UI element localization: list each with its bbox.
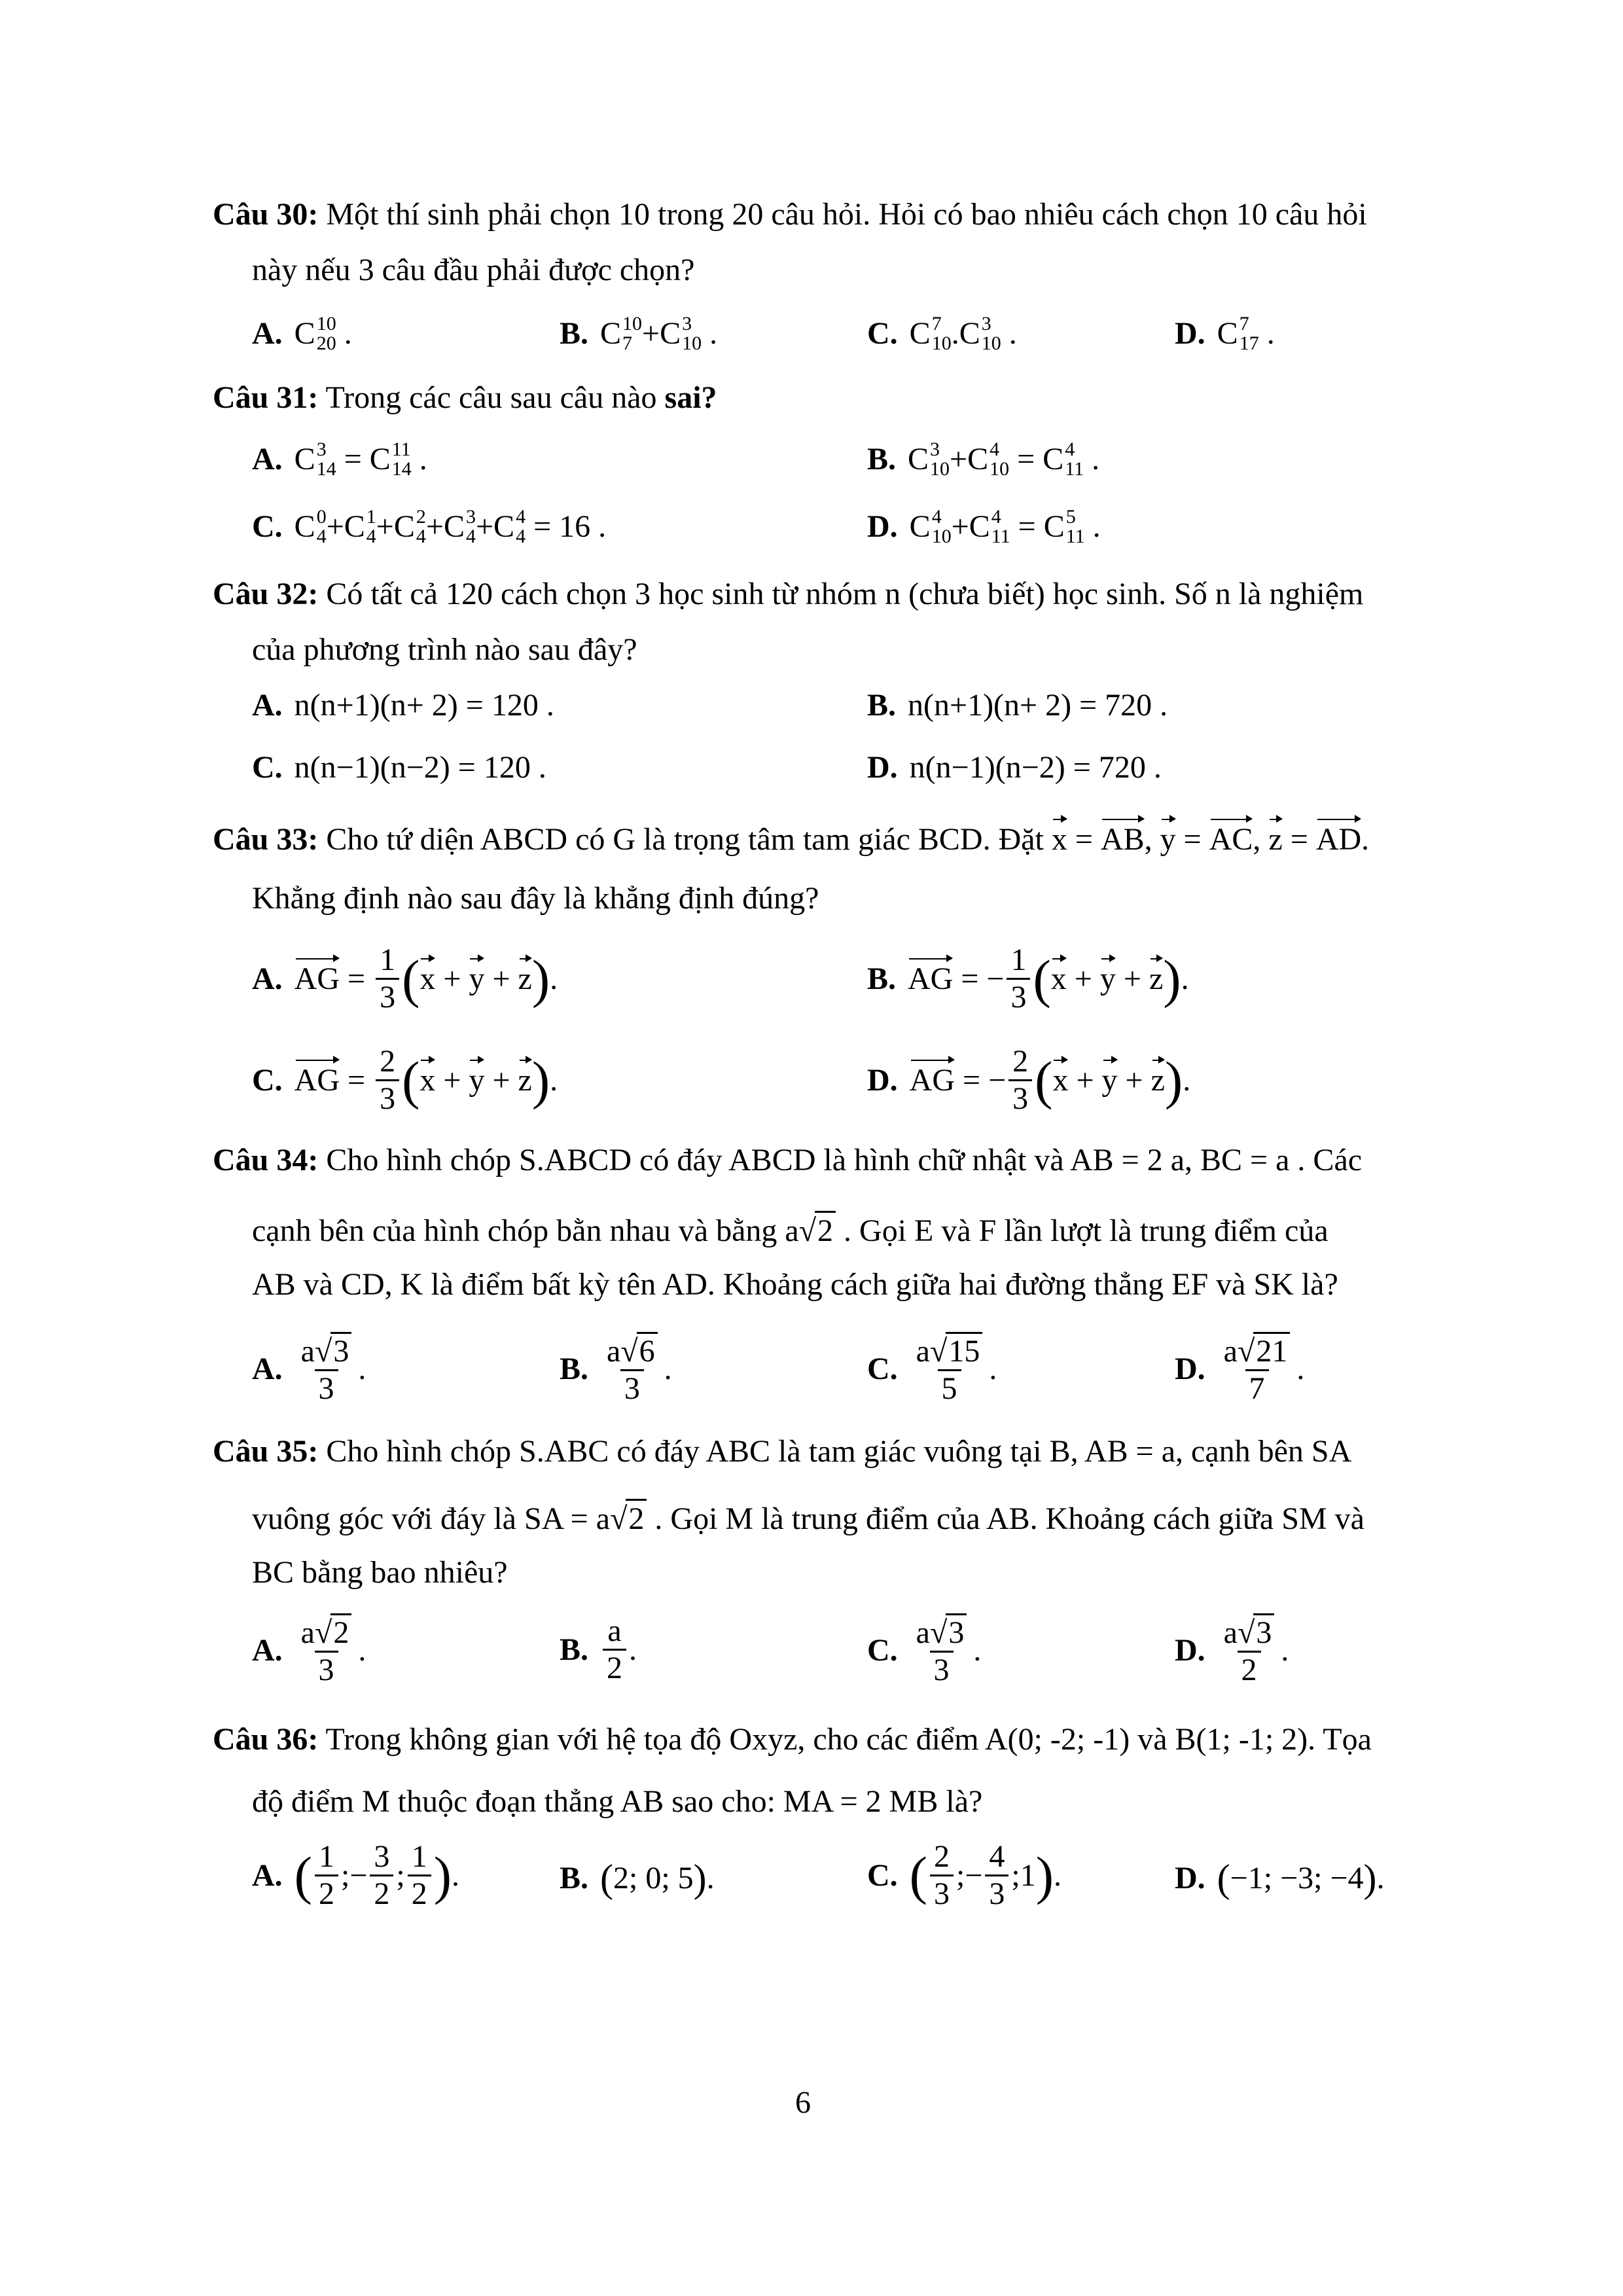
option-c: C. ( $\frac{2}{3}$ ;− $\frac{4}{3}$ ;1 ) . [867, 1839, 1062, 1911]
option-d: D. $\frac{a√21}{7}$ . [1175, 1332, 1304, 1407]
option-b: B. $\frac{a√6}{3}$ . [560, 1332, 672, 1407]
question-34-line3: AB và CD, K là điểm bất kỳ tên AD. Khoảng cách giữa hai đường thẳng EF và SK là? [252, 1267, 1338, 1302]
option-d: D. C 4 10 +C 4 11 = C 5 11 . [867, 506, 1101, 547]
option-c: C. C 7 10 .C 3 10 . [867, 313, 1017, 354]
option-a: A. C 10 20 . [252, 313, 352, 354]
option-d: D. ( −1; −3; −4 ) . [1175, 1857, 1385, 1900]
question-35-line3: BC bằng bao nhiêu? [252, 1555, 508, 1590]
question-32: Câu 32: Có tất cả 120 cách chọn 3 học sinh từ nhóm n (chưa biết) học sinh. Số n là nghiệm [213, 577, 1364, 611]
question-34: Câu 34: Cho hình chóp S.ABCD có đáy ABCD là hình chữ nhật và AB = 2 a, BC = a . Các [213, 1143, 1363, 1177]
option-b: B. ( 2; 0; 5 ) . [560, 1857, 715, 1900]
option-a: A. C 3 14 = C 11 14 . [252, 439, 427, 480]
option-a: A. $\frac{a√2}{3}$ . [252, 1613, 366, 1688]
option-d: D. n(n−1)(n−2) = 720 . [867, 750, 1162, 785]
option-c: C. $\frac{a√15}{5}$ . [867, 1332, 997, 1407]
question-33-line2: Khẳng định nào sau đây là khẳng định đúng? [252, 881, 819, 916]
question-34-line2: cạnh bên của hình chóp bằn nhau và bằng a√2 . Gọi E và F lần lượt là trung điểm của [252, 1211, 1329, 1249]
option-b: B. C 3 10 +C 4 10 = C 4 11 . [867, 439, 1100, 480]
option-d: D. $\frac{a√3}{2}$ . [1175, 1613, 1289, 1688]
question-30 [213, 196, 1367, 233]
question-36: Câu 36: Trong không gian với hệ tọa độ Oxyz, cho các điểm A(0; -2; -1) và B(1; -1; 2). Tọa [213, 1722, 1372, 1757]
question-32-line2: của phương trình nào sau đây? [252, 632, 637, 667]
option-b: B. AG = − $\frac{1}{3}$ ( x + y + z ) . [867, 942, 1189, 1014]
question-35-line2: vuông góc với đáy là SA = a√2 . Gọi M là trung điểm của AB. Khoảng cách giữa SM và [252, 1499, 1364, 1537]
question-label: Câu 30: [213, 197, 319, 232]
option-a: A. ( $\frac{1}{2}$ ;− $\frac{3}{2}$ ; $\frac{1}{2}$ ) . [252, 1839, 460, 1911]
option-c: C. C 0 4 +C 1 4 +C 2 4 +C 3 4 +C 4 4 = 16 . [252, 506, 607, 547]
option-c: C. AG = $\frac{2}{3}$ ( x + y + z ) . [252, 1044, 558, 1116]
option-c: C. $\frac{a√3}{3}$ . [867, 1613, 981, 1688]
question-text: Một thí sinh phải chọn 10 trong 20 câu hỏi. Hỏi có bao nhiêu cách chọn 10 câu hỏi [318, 197, 1367, 232]
option-a: A. $\frac{a√3}{3}$ . [252, 1332, 366, 1407]
option-b: B. n(n+1)(n+ 2) = 720 . [867, 688, 1168, 723]
option-a: A. n(n+1)(n+ 2) = 120 . [252, 688, 554, 723]
page-number: 6 [795, 2085, 811, 2120]
option-d: D. C 7 17 . [1175, 313, 1275, 354]
question-36-line2: độ điểm M thuộc đoạn thẳng AB sao cho: MA = 2 MB là? [252, 1784, 983, 1819]
option-c: C. n(n−1)(n−2) = 120 . [252, 750, 546, 785]
question-31: Câu 31: Trong các câu sau câu nào sai? [213, 380, 717, 415]
question-35: Câu 35: Cho hình chóp S.ABC có đáy ABC là tam giác vuông tại B, AB = a, cạnh bên SA [213, 1434, 1352, 1469]
option-b: B. $\frac{a}{2}$ . [560, 1613, 637, 1685]
option-d: D. AG = − $\frac{2}{3}$ ( x + y + z ) . [867, 1044, 1191, 1116]
option-a: A. AG = $\frac{1}{3}$ ( x + y + z ) . [252, 942, 558, 1014]
question-33: Câu 33: Cho tứ diện ABCD có G là trọng tâm tam giác BCD. Đặt x = AB, y = AC, z = AD. [213, 822, 1370, 857]
question-30-line2: này nếu 3 câu đầu phải được chọn? [252, 253, 695, 287]
option-b: B. C 10 7 +C 3 10 . [560, 313, 718, 354]
